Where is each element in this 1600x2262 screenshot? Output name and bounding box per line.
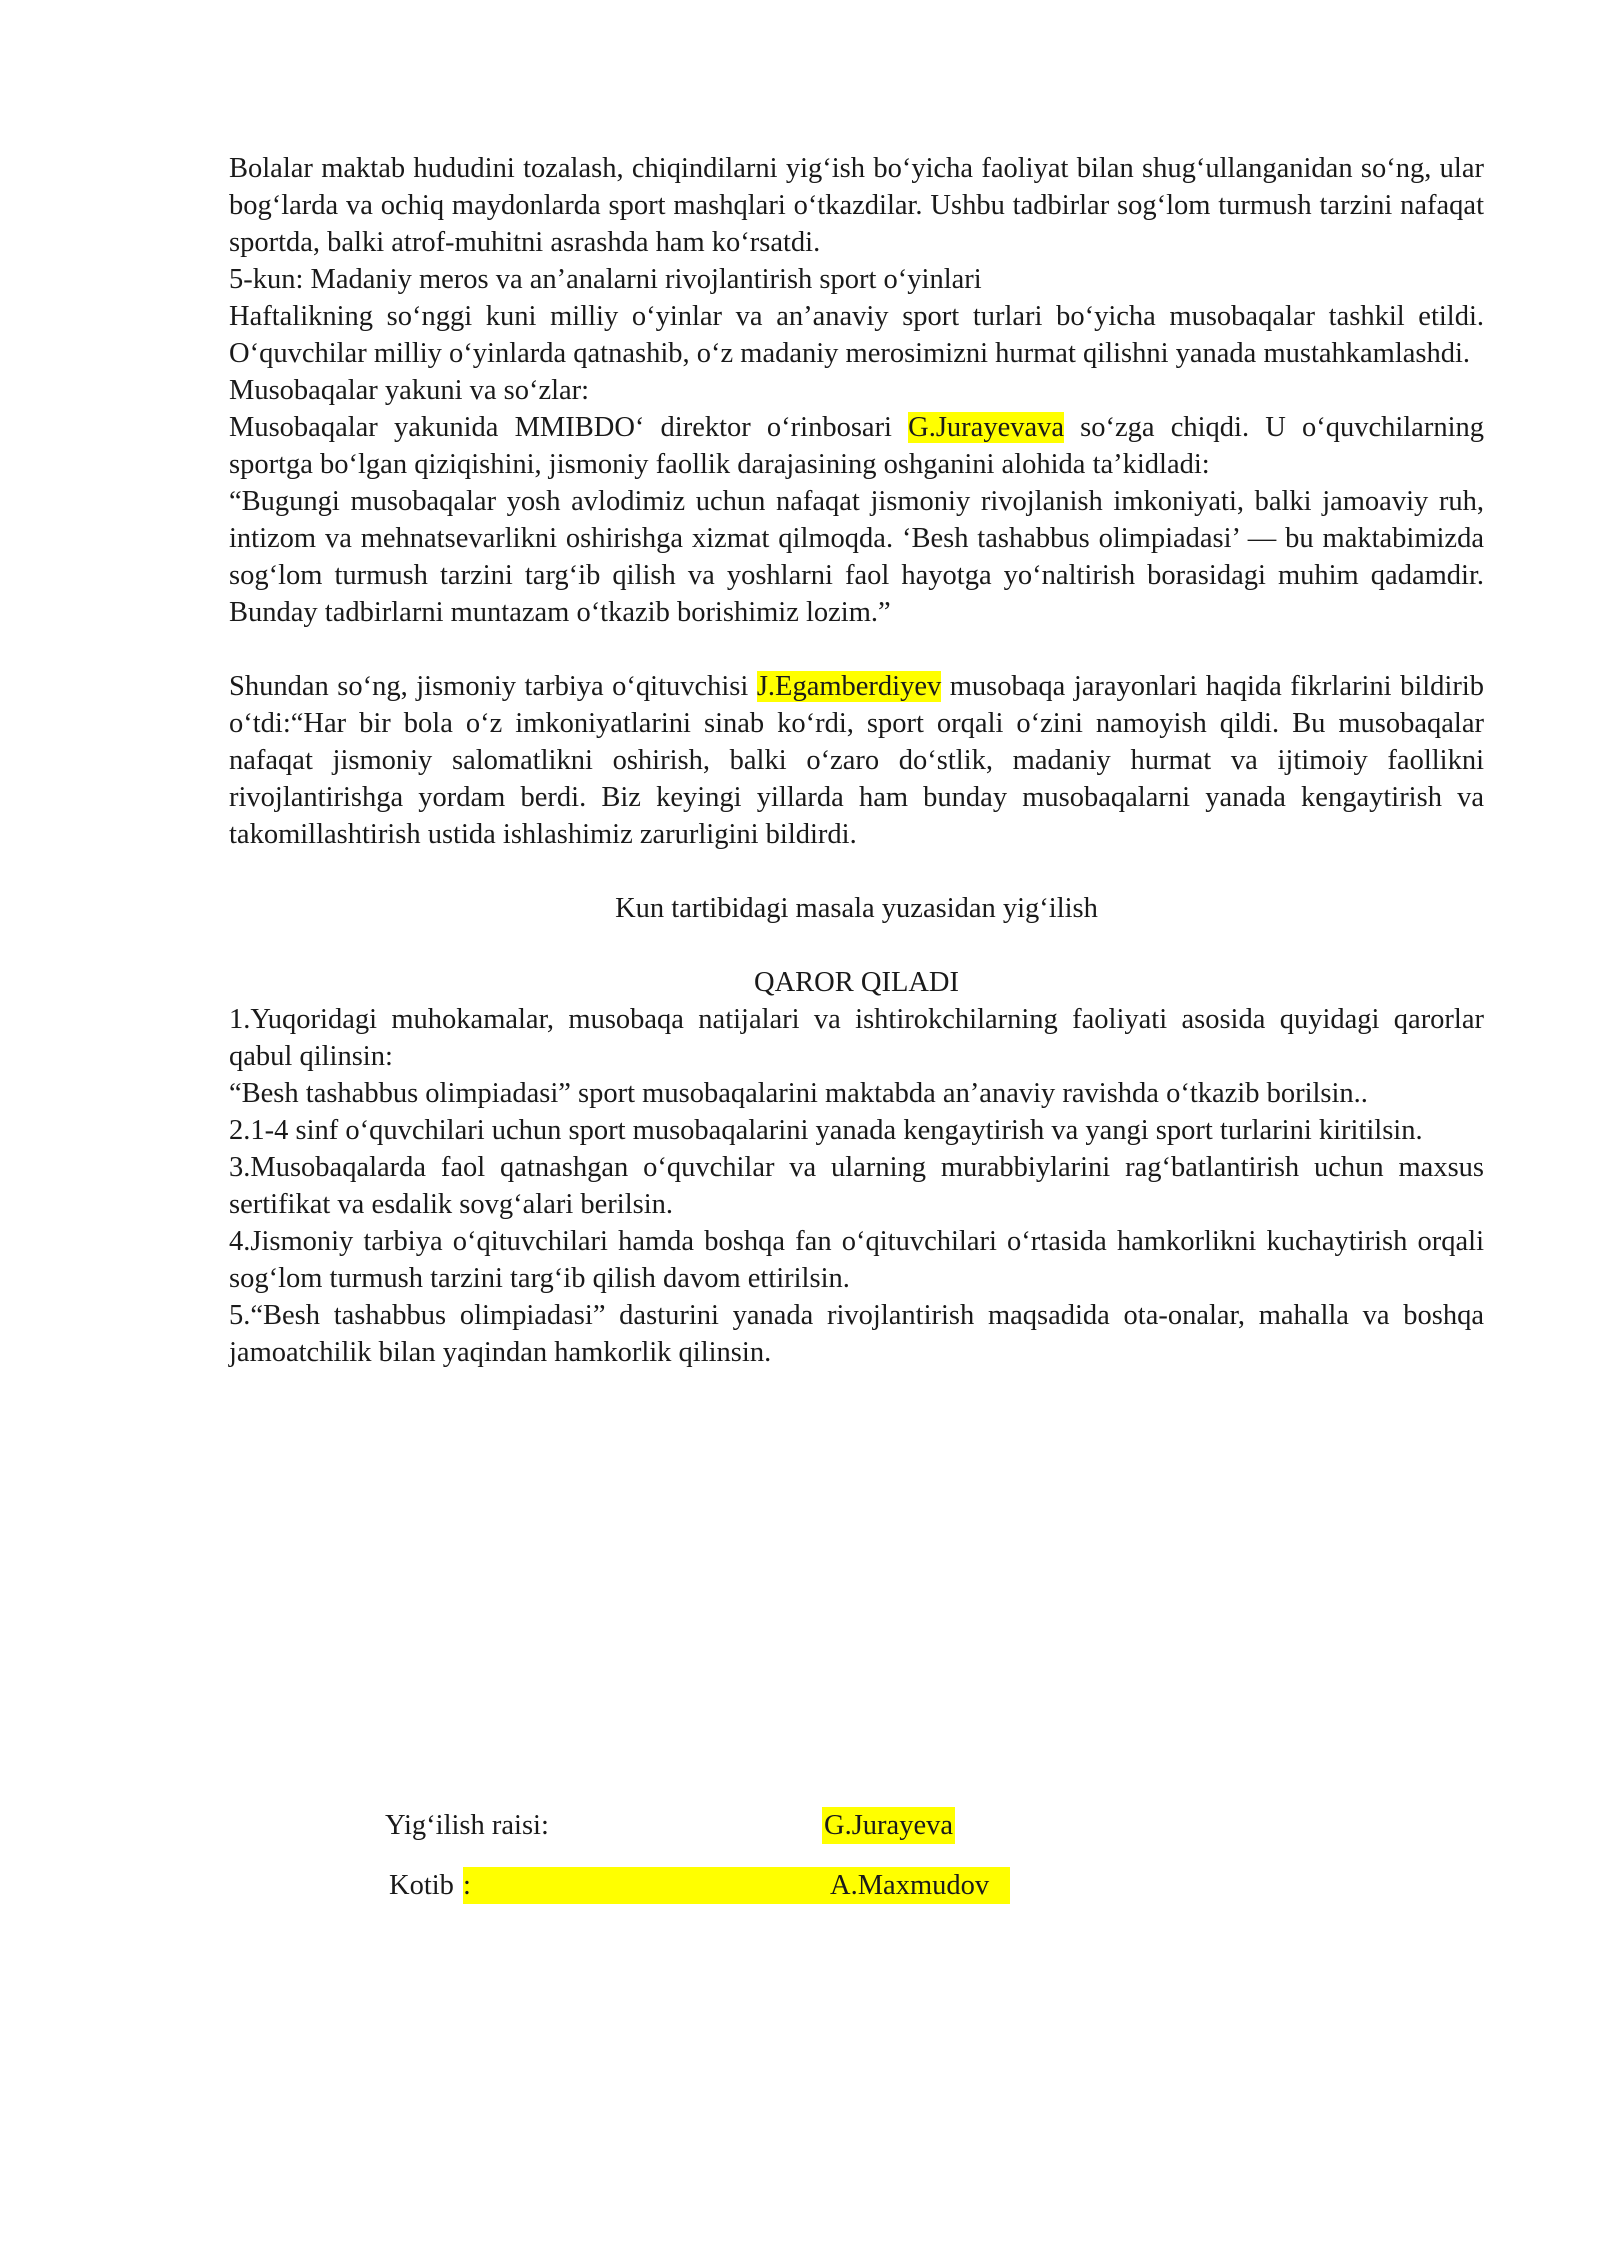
decision-item-2: 2.1-4 sinf o‘quvchilari uchun sport musobaqalarini yanada kengaytirish va yangi sport turlarini kiritilsin. bbox=[229, 1115, 1423, 1146]
chair-name-highlight: G.Jurayeva bbox=[822, 1807, 955, 1844]
agenda-line: Kun tartibidagi masala yuzasidan yig‘ilish bbox=[615, 893, 1098, 924]
spacer bbox=[229, 853, 1484, 890]
decision-item-4: 4.Jismoniy tarbiya o‘qituvchilari hamda boshqa fan o‘qituvchilari o‘rtasida hamkorlikni kuchaytirish orqali sog‘lom turmush tarzini targ‘ib qilish davom ettirilsin. bbox=[229, 1226, 1484, 1294]
paragraph-deputy-speech bbox=[229, 409, 1484, 483]
spacer bbox=[229, 631, 1484, 668]
paragraph-cleanup: Bolalar maktab hududini tozalash, chiqindilarni yig‘ish bo‘yicha faoliyat bilan shug‘ullanganidan so‘ng, ular bog‘larda va ochiq maydonlarda sport mashqlari o‘tkazdilar. Ushbu tadbirlar sog‘lom turmush tarzini nafaqat sportda, balki atrof-muhitni asrashda ham ko‘rsatdi. bbox=[229, 153, 1484, 258]
secretary-colon: : bbox=[463, 1870, 471, 1901]
chair-label: Yig‘ilish raisi: bbox=[385, 1810, 549, 1841]
p4-text-after: musobaqa jarayonlari haqida fikrlarini bildirib o‘tdi:“Har bir bola o‘z imkoniyatlarini sinab ko‘rdi, sport orqali o‘zini namoyish qildi. Bu musobaqalar nafaqat jismoniy salomatlikni oshirish, balki o‘zaro do‘stlik, madaniy hurmat va ijtimoiy faollikni rivojlantirishga yordam berdi. Biz keyingi yillarda ham bunday musobaqalarni yanada kengaytirish va takomillashtirish ustida ishlashimiz zarurligini bildirdi. bbox=[229, 671, 1484, 850]
p4-text-before: Shundan so‘ng, jismoniy tarbiya o‘qituvchisi bbox=[229, 671, 757, 702]
decision-item-3: 3.Musobaqalarda faol qatnashgan o‘quvchilar va ularning murabbiylarini rag‘batlantirish uchun maxsus sertifikat va esdalik sovg‘alari berilsin. bbox=[229, 1152, 1484, 1220]
p3-text-before: Musobaqalar yakunida MMIBDO‘ direktor o‘rinbosari bbox=[229, 412, 909, 443]
day5-heading: 5-kun: Madaniy meros va an’analarni rivojlantirish sport o‘yinlari bbox=[229, 264, 982, 295]
decision-heading: QAROR QILADI bbox=[753, 967, 960, 998]
decision-item-1-sub: “Besh tashabbus olimpiadasi” sport musobaqalarini maktabda an’anaviy ravishda o‘tkazib borilsin.. bbox=[229, 1078, 1368, 1109]
teacher-name-highlight: J.Egamberdiyev bbox=[756, 671, 942, 702]
deputy-name-highlight: G.Jurayevava bbox=[908, 412, 1065, 443]
document-body bbox=[229, 150, 1484, 1371]
secretary-label: Kotib bbox=[389, 1870, 454, 1901]
paragraph-day5: Haftalikning so‘nggi kuni milliy o‘yinlar va an’anaviy sport turlari bo‘yicha musobaqalar tashkil etildi. O‘quvchilar milliy o‘yinlarda qatnashib, o‘z madaniy merosimizni hurmat qilishni yanada mustahkamlashdi. bbox=[229, 301, 1484, 369]
results-heading: Musobaqalar yakuni va so‘zlar: bbox=[229, 375, 590, 406]
spacer bbox=[229, 927, 1484, 964]
secretary-highlight-bar bbox=[463, 1867, 1010, 1904]
paragraph-teacher-speech bbox=[229, 668, 1484, 853]
decision-item-1: 1.Yuqoridagi muhokamalar, musobaqa natijalari va ishtirokchilarning faoliyati asosida quyidagi qarorlar qabul qilinsin: bbox=[229, 1004, 1484, 1072]
p3-text-after: so‘zga chiqdi. U o‘quvchilarning sportga bo‘lgan qiziqishini, jismoniy faollik darajasining oshganini alohida ta’kidladi: bbox=[229, 412, 1484, 480]
decision-item-5: 5.“Besh tashabbus olimpiadasi” dasturini yanada rivojlantirish maqsadida ota-onalar, mahalla va boshqa jamoatchilik bilan yaqindan hamkorlik qilinsin. bbox=[229, 1300, 1484, 1368]
secretary-name: A.Maxmudov bbox=[830, 1870, 990, 1901]
deputy-quote: “Bugungi musobaqalar yosh avlodimiz uchun nafaqat jismoniy rivojlanish imkoniyati, balki jamoaviy ruh, intizom va mehnatsevarlikni oshirishga xizmat qilmoqda. ‘Besh tashabbus olimpiadasi’ — bu maktabimizda sog‘lom turmush tarzini targ‘ib qilish va yoshlarni faol hayotga yo‘naltirish borasidagi muhim qadamdir. Bunday tadbirlarni muntazam o‘tkazib borishimiz lozim.” bbox=[229, 486, 1484, 628]
